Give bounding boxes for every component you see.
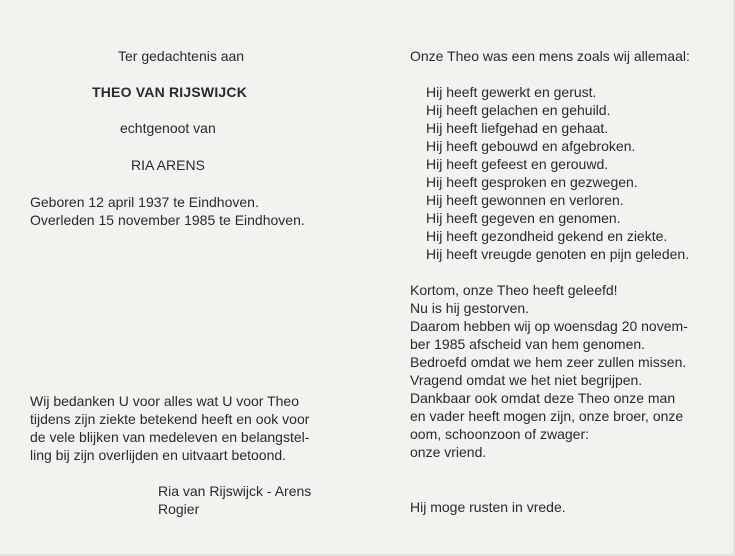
signatory: Ria van Rijswijck - Arens	[158, 483, 312, 499]
poem-list	[426, 83, 689, 263]
poem-line: Hij heeft gewonnen en verloren.	[426, 192, 624, 208]
closing-paragraph	[410, 281, 688, 461]
poem-line: Hij heeft gelachen en gehuild.	[426, 102, 611, 118]
poem-line: Hij heeft gesproken en gezwegen.	[426, 174, 638, 190]
closing-line: Dankbaar ook omdat deze Theo onze man	[410, 390, 676, 406]
poem-line: Hij heeft vreugde genoten en pijn geleden.	[426, 246, 690, 262]
closing-line: oom, schoonzoon of zwager:	[410, 426, 589, 442]
closing-line: en vader heeft mogen zijn, onze broer, onze	[410, 408, 684, 424]
death-line: Overleden 15 november 1985 te Eindhoven.	[30, 212, 305, 228]
closing-line: onze vriend.	[410, 444, 487, 460]
poem-line: Hij heeft gezondheid gekend en ziekte.	[426, 228, 668, 244]
poem-line: Hij heeft gefeest en gerouwd.	[426, 156, 609, 172]
closing-line: Kortom, onze Theo heeft geleefd!	[410, 282, 618, 298]
thanks-line: ling bij zijn overlijden en uitvaart betoond.	[30, 447, 287, 463]
relation-text: echtgenoot van	[120, 120, 216, 136]
poem-line: Hij heeft gegeven en genomen.	[426, 210, 621, 226]
birth-line: Geboren 12 april 1937 te Eindhoven.	[30, 194, 259, 210]
thanks-paragraph	[30, 392, 309, 464]
thanks-line: de vele blijken van medeleven en belangstel-	[30, 429, 310, 445]
closing-line: Daarom hebben wij op woensdag 20 novem-	[410, 318, 688, 334]
farewell-line: Hij moge rusten in vrede.	[410, 499, 566, 515]
poem-line: Hij heeft liefgehad en gehaat.	[426, 120, 609, 136]
spouse-name: RIA ARENS	[131, 157, 205, 173]
poem-intro: Onze Theo was een mens zoals wij allemaal:	[410, 48, 690, 64]
deceased-name: THEO VAN RIJSWIJCK	[92, 84, 248, 100]
closing-line: Bedroefd omdat we hem zeer zullen missen.	[410, 354, 687, 370]
closing-line: Vragend omdat we het niet begrijpen.	[410, 372, 643, 388]
signatory: Rogier	[158, 501, 200, 517]
poem-line: Hij heeft gewerkt en gerust.	[426, 84, 597, 100]
thanks-line: Wij bedanken U voor alles wat U voor Theo	[30, 393, 299, 409]
signatories	[158, 482, 311, 518]
memorial-header: Ter gedachtenis aan	[118, 48, 245, 64]
closing-line: ber 1985 afscheid van hem genomen.	[410, 336, 646, 352]
closing-line: Nu is hij gestorven.	[410, 300, 530, 316]
thanks-line: tijdens zijn ziekte betekend heeft en ook voor	[30, 411, 310, 427]
poem-line: Hij heeft gebouwd en afgebroken.	[426, 138, 636, 154]
